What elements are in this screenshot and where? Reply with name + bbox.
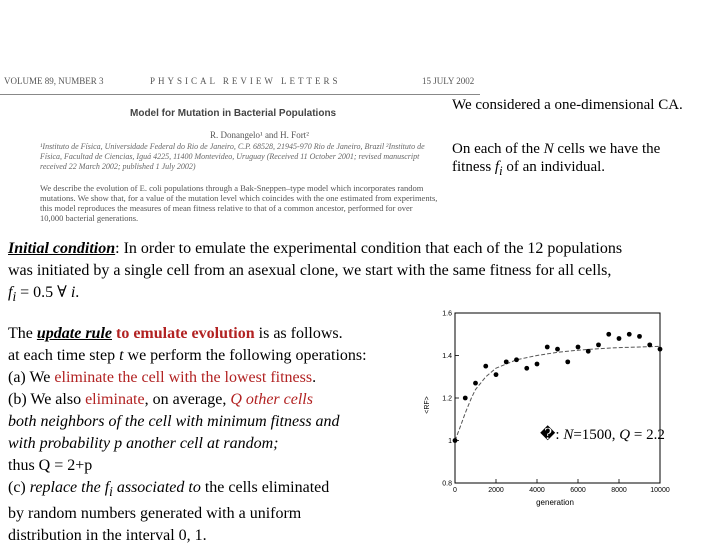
rule-text: (c) (8, 479, 30, 496)
rule-text: , on average, (144, 391, 231, 408)
legend-marker: � (540, 427, 556, 443)
rule-emphasis: Q other cells (230, 391, 313, 408)
rule-emphasis: eliminate (85, 391, 145, 408)
paper-abstract: We describe the evolution of E. coli populations through a Bak-Sneppen–type model which incorporates random mutations. We show that, for a value of the mutation level which coincides with the one estimated from experiments, this model reproduces the measures of mean fitness relative to that of a common ancestor, performed for over 10,000 bacterial generations. (40, 183, 438, 223)
initial-condition-label: Initial condition (8, 240, 116, 257)
rule-text: at each time step (8, 347, 120, 364)
y-tick-label: 1.6 (442, 310, 452, 318)
rule-text: we perform the following operations: (123, 347, 367, 364)
rule-text: thus Q = 2+p (8, 457, 93, 474)
data-point (504, 359, 509, 364)
y-tick-label: 1.4 (442, 353, 452, 360)
rule-text: is as follows. (254, 325, 343, 342)
rule-t: t (119, 347, 124, 364)
note-text: On each of the (452, 141, 544, 157)
journal-masthead (0, 72, 480, 95)
data-point (658, 347, 663, 352)
data-point (535, 362, 540, 367)
data-point (637, 334, 642, 339)
data-point (647, 342, 652, 347)
rule-text: with probability p another cell at random; (8, 435, 279, 452)
rule-text: by random numbers generated with a uniform (8, 505, 302, 523)
initial-f: f (8, 284, 13, 301)
initial-end: . (75, 284, 80, 301)
legend-Q: Q (619, 427, 631, 443)
note-text: of an individual. (502, 159, 606, 175)
note-ca: We considered a one-dimensional CA. (452, 97, 683, 113)
x-tick-label: 0 (453, 487, 457, 494)
data-point (473, 381, 478, 386)
journal-date: 15 JULY 2002 (422, 76, 475, 86)
data-point (463, 396, 468, 401)
legend-N: N (563, 427, 574, 443)
data-point (545, 345, 550, 350)
legend-text: = 2.2 (630, 427, 665, 443)
initial-iv: i (70, 284, 76, 301)
data-point (576, 345, 581, 350)
y-tick-label: 1.2 (442, 395, 452, 403)
note-N: N (543, 141, 554, 157)
initial-text: : In order to emulate the experimental condition that each of the 12 populations (115, 240, 623, 257)
chart-legend (540, 425, 665, 444)
x-tick-label: 2000 (488, 487, 504, 494)
update-rule-label: update rule (36, 325, 112, 342)
rule-text: (b) We also (8, 391, 86, 408)
initial-i: i (12, 289, 17, 305)
paper-authors: R. Donangelo¹ and H. Fort² (210, 130, 309, 140)
rule-emphasis: eliminate the cell with the lowest fitness (54, 369, 313, 386)
x-tick-label: 10000 (650, 487, 670, 494)
update-rule-paragraph (8, 323, 418, 547)
journal-volume: VOLUME 89, NUMBER 3 (4, 76, 104, 86)
rule-text: (a) We (8, 369, 55, 386)
fitness-chart (424, 305, 670, 515)
legend-text: =1500, (573, 427, 620, 443)
x-tick-label: 4000 (529, 487, 545, 494)
initial-condition-paragraph (8, 238, 713, 308)
rule-text: both neighbors of the cell with minimum fitness and (8, 413, 340, 430)
x-tick-label: 8000 (611, 487, 627, 494)
paper-affiliations: ¹Instituto de Física, Universidade Federal do Rio de Janeiro, C.P. 68528, 21945-970 Rio de Janeiro, Brazil ²Instituto de Física, Facultad de Ciencias, Iguá 4225, 11400 Montevideo, Uruguay (Received 11 October 2001; revised manuscript received 22 March 2002; published 1 July 2002) (40, 142, 425, 171)
rule-text: . (312, 369, 317, 386)
rule-text: associated to (112, 479, 201, 496)
data-point (617, 336, 622, 341)
data-point (453, 438, 458, 443)
chart-layer (442, 311, 670, 495)
y-tick-label: 0.8 (442, 480, 452, 488)
chart-xlabel: generation (536, 498, 574, 507)
y-tick-label: 1 (448, 438, 452, 445)
rule-emphasis: to emulate evolution (112, 325, 255, 342)
data-point (627, 332, 632, 337)
paper-title: Model for Mutation in Bacterial Populations (130, 108, 337, 119)
note-text: fitness (452, 159, 495, 175)
data-point (494, 372, 499, 377)
rule-text: the cells eliminated (200, 479, 330, 496)
x-tick-label: 6000 (570, 487, 586, 494)
note-text: cells we have the (553, 141, 661, 157)
data-point (586, 349, 591, 354)
initial-eq: = 0.5 ∀ (16, 284, 71, 301)
rule-i: i (109, 484, 113, 500)
rule-text: The (8, 325, 37, 342)
data-point (483, 364, 488, 369)
note-i: i (499, 164, 503, 178)
data-point (555, 347, 560, 352)
data-point (606, 332, 611, 337)
rule-text: distribution in the interval 0, 1. (8, 527, 207, 545)
data-point (514, 357, 519, 362)
note-f: f (494, 159, 500, 175)
data-point (565, 359, 570, 364)
note-cells (452, 140, 712, 180)
plot-frame (455, 313, 660, 483)
rule-text: replace the f (29, 479, 110, 496)
chart-ylabel: <RF> (424, 396, 431, 414)
legend-text: : (555, 427, 564, 443)
initial-text: was initiated by a single cell from an asexual clone, we start with the same fitness for all cells, (8, 262, 612, 279)
journal-name: PHYSICAL REVIEW LETTERS (150, 76, 341, 86)
data-point (596, 342, 601, 347)
data-point (524, 366, 529, 371)
